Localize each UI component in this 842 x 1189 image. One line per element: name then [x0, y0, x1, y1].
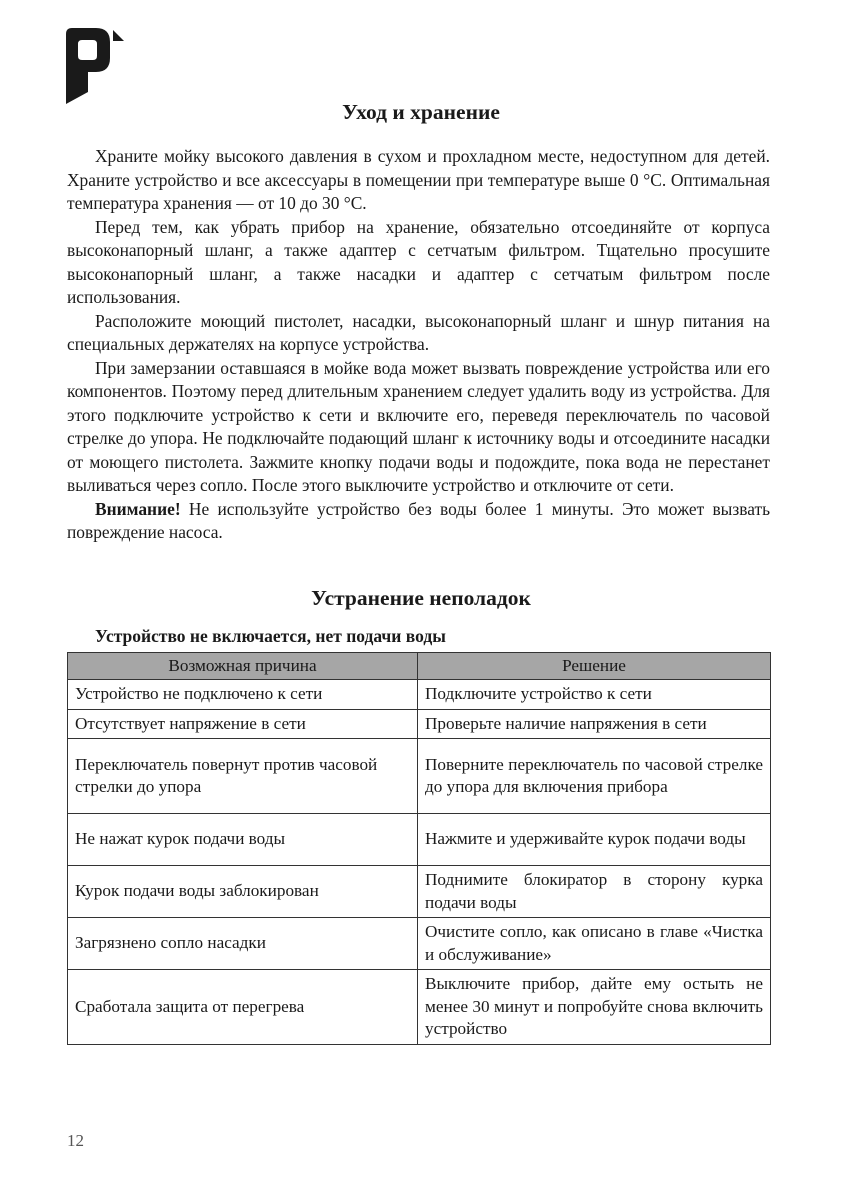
cause-cell: Переключатель повернут против часовой стрелки до упора: [68, 739, 418, 814]
warning-label: Внимание!: [95, 498, 181, 519]
cause-cell: Курок подачи воды заблокирован: [68, 866, 418, 918]
care-section-title: Уход и хранение: [342, 100, 500, 124]
solution-cell: Очистите сопло, как описано в главе «Чистка и обслуживание»: [418, 918, 771, 970]
cause-cell: Загрязнено сопло насадки: [68, 918, 418, 970]
solution-cell: Поднимите блокиратор в сторону курка подачи воды: [418, 866, 771, 918]
troubleshooting-section-title: Устранение неполадок: [311, 586, 531, 610]
cause-cell: Устройство не подключено к сети: [68, 680, 418, 710]
troubleshooting-table: [67, 652, 771, 1045]
solution-cell: Проверьте наличие напряжения в сети: [418, 710, 771, 739]
solution-cell: Поверните переключатель по часовой стрелке до упора для включения прибора: [418, 739, 771, 814]
page-number: 12: [67, 1131, 84, 1150]
table-row: [68, 680, 771, 710]
warning-paragraph: [67, 498, 770, 545]
brand-logo-icon: [66, 28, 124, 104]
care-paragraph: Расположите моющий пистолет, насадки, высоконапорный шланг и шнур питания на специальных держателях на корпусе устройства.: [67, 310, 770, 354]
column-header-cause: Возможная причина: [68, 653, 418, 680]
table-row: [68, 918, 771, 970]
table-row: [68, 970, 771, 1045]
care-paragraph: Перед тем, как убрать прибор на хранение, обязательно отсоединяйте от корпуса высоконапорный шланг, а также адаптер с сетчатым фильтром. Тщательно просушите высоконапорный шланг, а также насадки и адаптер с сетчатым фильтром после использования.: [67, 216, 770, 307]
care-text: [67, 145, 770, 545]
cause-cell: Сработала защита от перегрева: [68, 970, 418, 1045]
table-header-row: [68, 653, 771, 680]
solution-cell: Нажмите и удерживайте курок подачи воды: [418, 814, 771, 866]
table-row: [68, 739, 771, 814]
care-paragraph: При замерзании оставшаяся в мойке вода может вызвать повреждение устройства или его компонентов. Поэтому перед длительным хранением следует удалить воду из устройства. Для этого подключите устройство к сети и включите его, переведя переключатель по часовой стрелке до упора. Не подключайте подающий шланг к источнику воды и отсоедините насадки от моющего пистолета. Зажмите кнопку подачи воды и подождите, пока вода не перестанет выливаться через сопло. После этого выключите устройство и отключите от сети.: [67, 357, 770, 495]
solution-cell: Подключите устройство к сети: [418, 680, 771, 710]
solution-cell: Выключите прибор, дайте ему остыть не менее 30 минут и попробуйте снова включить устройство: [418, 970, 771, 1045]
table-row: [68, 710, 771, 739]
table-row: [68, 866, 771, 918]
cause-cell: Не нажат курок подачи воды: [68, 814, 418, 866]
care-paragraph: Храните мойку высокого давления в сухом и прохладном месте, недоступном для детей. Храните устройство и все аксессуары в помещении при температуре выше 0 °С. Оптимальная температура хранения — от 10 до 30 °С.: [67, 146, 770, 213]
troubleshooting-subtitle: Устройство не включается, нет подачи воды: [95, 626, 446, 646]
warning-text: Не используйте устройство без воды более 1 минуты. Это может вызвать повреждение насоса.: [67, 498, 770, 542]
cause-cell: Отсутствует напряжение в сети: [68, 710, 418, 739]
table-row: [68, 814, 771, 866]
column-header-solution: Решение: [418, 653, 771, 680]
